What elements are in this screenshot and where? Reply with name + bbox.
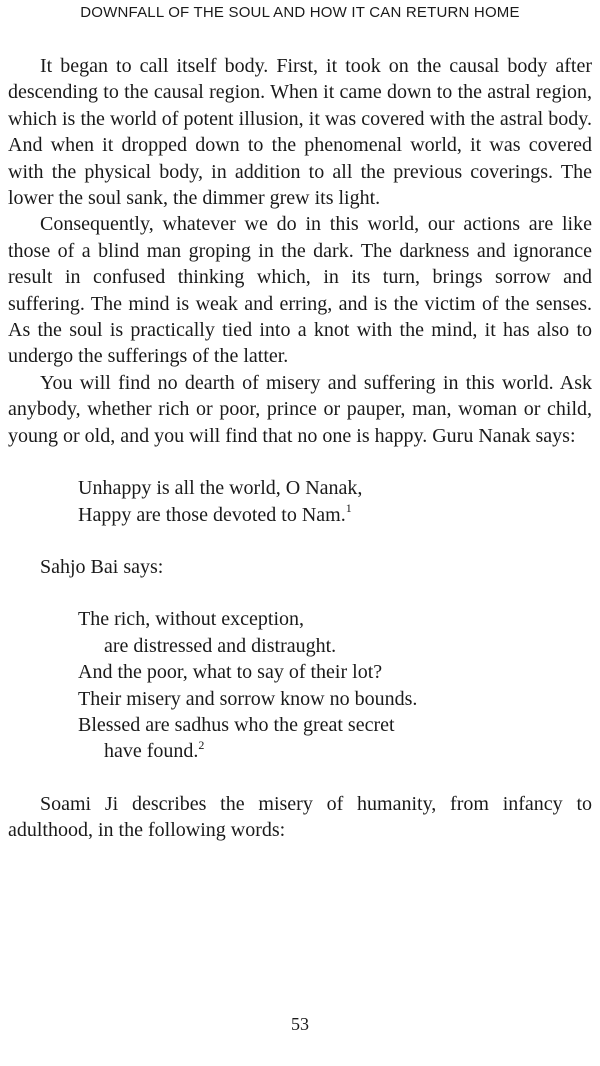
paragraph-3: You will find no dearth of misery and suffering in this world. Ask anybody, whether rich or poor, prince or pauper, man, woman or child, young or old, and you will find that no one is happy. Guru Nanak says: bbox=[8, 371, 592, 447]
verse-intro: Sahjo Bai says: bbox=[40, 555, 164, 578]
footnote-marker: 2 bbox=[198, 737, 205, 752]
paragraph-closing: Soami Ji describes the misery of humanity, from infancy to adulthood, in the following words: bbox=[8, 792, 592, 842]
verse-line: Their misery and sorrow know no bounds. bbox=[78, 687, 418, 710]
verse-line: Blessed are sadhus who the great secret bbox=[78, 713, 395, 736]
body-text bbox=[8, 53, 592, 844]
paragraph-2: Consequently, whatever we do in this world, our actions are like those of a blind man groping in the dark. The darkness and ignorance result in confused thinking which, in its turn, brings sorrow and suffering. The mind is weak and erring, and is the victim of the senses. As the soul is practically tied into a knot with the mind, it has also to undergo the sufferings of the latter. bbox=[8, 213, 592, 368]
verse-line: Happy are those devoted to Nam.$^1$ bbox=[78, 500, 352, 526]
verse-line: have found.$^2$ bbox=[104, 737, 205, 763]
paragraph-1: It began to call itself body. First, it took on the causal body after descending to the causal region. When it came down to the astral region, which is the world of potent illusion, it was covered with the astral body. And when it dropped down to the phenomenal world, it was covered with the physical body, in addition to all the previous coverings. The lower the soul sank, the dimmer grew its light. bbox=[8, 55, 592, 210]
footnote-marker: 1 bbox=[345, 500, 352, 515]
page-number: 53 bbox=[291, 1014, 309, 1034]
verse-line: And the poor, what to say of their lot? bbox=[78, 661, 383, 684]
verse-line: The rich, without exception, bbox=[78, 608, 305, 631]
running-head: DOWNFALL OF THE SOUL AND HOW IT CAN RETURN HOME bbox=[80, 4, 520, 21]
verse-guru-nanak bbox=[8, 475, 592, 528]
verse-line: are distressed and distraught. bbox=[104, 634, 337, 657]
verse-sahjo-bai bbox=[8, 606, 592, 764]
verse-line: Unhappy is all the world, O Nanak, bbox=[78, 477, 363, 500]
